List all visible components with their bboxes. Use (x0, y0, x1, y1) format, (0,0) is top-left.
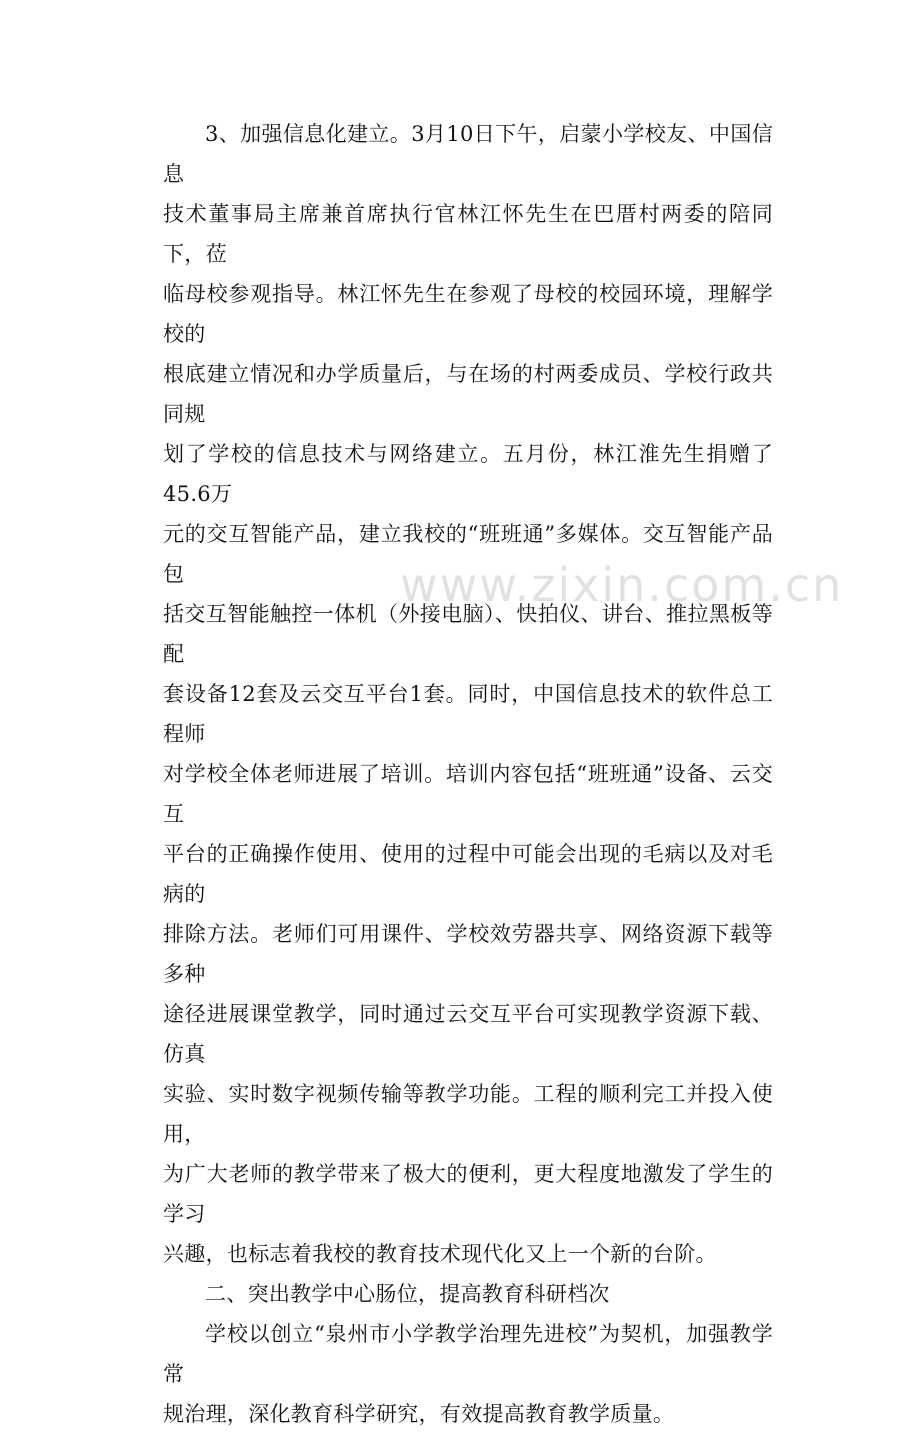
watermark: www.zixin.com.cn (400, 558, 844, 612)
paragraph-teaching-management: 学校以创立“泉州市小学教学治理先进校”为契机，加强教学常 规治理，深化教育科学研究，有效提高教育教学质量。 (163, 1322, 773, 1426)
document-body (163, 114, 773, 1434)
section-heading-teaching-center: 二、突出教学中心肠位，提高教育科研档次 (205, 1282, 610, 1306)
paragraph-info-construction: 3、加强信息化建立。3月10日下午，启蒙小学校友、中国信息 技术董事局主席兼首席执行官林江怀先生在巴厝村两委的陪同下，莅 临母校参观指导。林江怀先生在参观了母校的校园环境，理解学校的 根底建立情况和办学质量后，与在场的村两委成员、学校行政共同规 划了学校的信息技术与网络建立。五月份，林江淮先生捐赠了45.6万 元的交互智能产品，建立我校的“班班通”多媒体。交互智能产品包 括交互智能触控一体机（外接电脑）、快拍仪、讲台、推拉黑板等配 套设备12套及云交互平台1套。同时，中国信息技术的软件总工程师 对学校全体老师进展了培训。培训内容包括“班班通”设备、云交互 平台的正确操作使用、使用的过程中可能会出现的毛病以及对毛病的 排除方法。老师们可用课件、学校效劳器共享、网络资源下载等多种 途径进展课堂教学，同时通过云交互平台可实现教学资源下载、仿真 实验、实时数字视频传输等教学功能。工程的顺利完工并投入使用， 为广大老师的教学带来了极大的便利，更大程度地激发了学生的学习 兴趣，也标志着我校的教育技术现代化又上一个新的台阶。 (163, 122, 773, 1266)
